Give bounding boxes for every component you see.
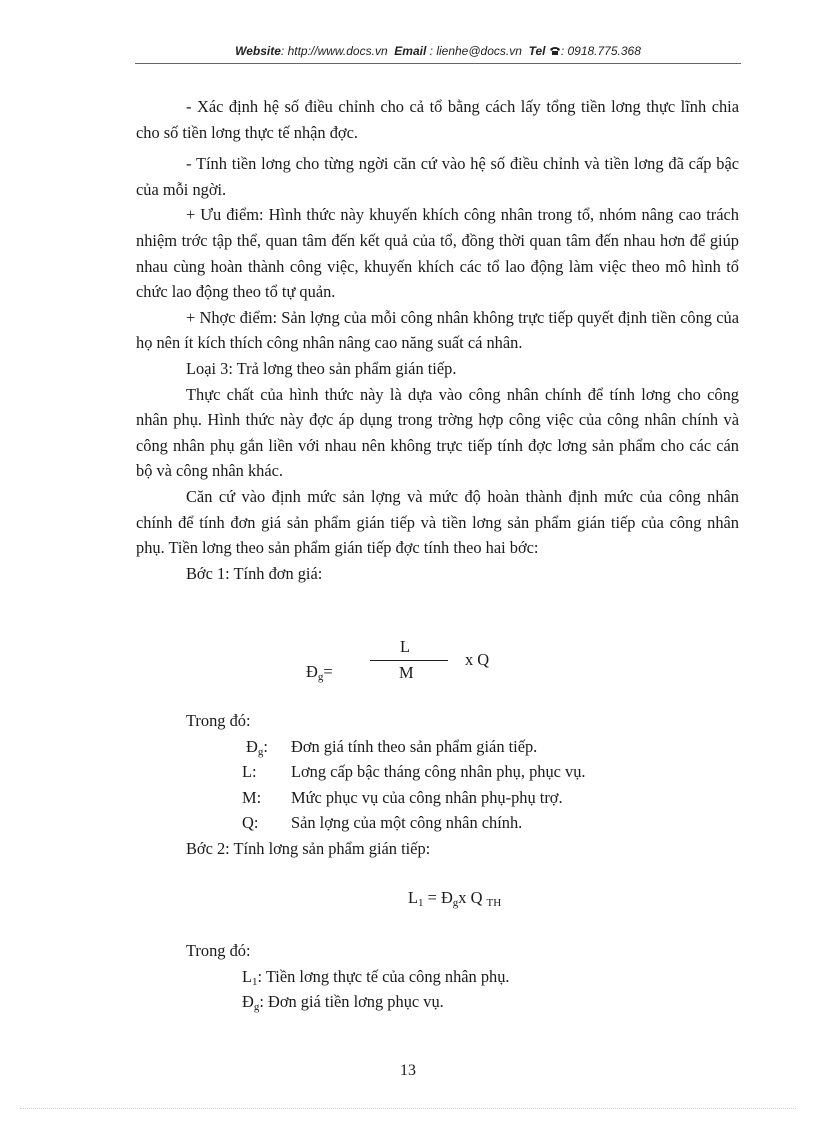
tel-label: Tel bbox=[528, 44, 546, 58]
document-body bbox=[136, 94, 739, 586]
unit-price-formula bbox=[300, 637, 520, 687]
paragraph: - Xác định hệ số điều chỉnh cho cả tổ bằng cách lấy tổng tiền lơng thực lĩnh chia cho số tiền lơng thực tế nhận đợc. bbox=[136, 97, 739, 142]
list-item: M: Mức phục vụ của công nhân phụ-phụ trợ. bbox=[242, 787, 563, 807]
paragraph: + Ưu điểm: Hình thức này khuyến khích công nhân trong tổ, nhóm nâng cao trách nhiệm trớc tập thể, quan tâm đến kết quả của tổ, đồng thời quan tâm đến nhau hơn để giúp nhau cùng hoàn thành công việc, khuyến khích các tổ lao động làm việc theo mô hình tổ chức lao động theo tổ tự quản. bbox=[136, 205, 739, 302]
page-number: 13 bbox=[400, 1062, 416, 1079]
paragraph: Loại 3: Trả lơng theo sản phẩm gián tiếp. bbox=[186, 358, 457, 378]
paragraph: Căn cứ vào định mức sản lợng và mức độ hoàn thành định mức của công nhân chính để tính đơn giá sản phẩm gián tiếp và tiền lơng sản phẩm gián tiếp của công nhân phụ. Tiền lơng theo sản phẩm gián tiếp đợc tính theo hai bớc: bbox=[136, 486, 739, 558]
email-value: : lienhe@docs.vn bbox=[426, 44, 522, 58]
indirect-wage-formula: $L_1$ = $Đ_gx$ Q $_{TH}$ bbox=[408, 888, 502, 909]
list-item: Q: Sản lợng của một công nhân chính. bbox=[242, 813, 523, 833]
page-header bbox=[135, 44, 741, 58]
website-label: Website bbox=[235, 44, 281, 58]
website-value: : http://www.docs.vn bbox=[280, 44, 388, 58]
list-item: $Đ_g$: Đơn giá tính theo sản phẩm gián tiếp. bbox=[246, 736, 538, 758]
where-title: Trong đó: bbox=[186, 941, 251, 960]
where-title: Trong đó: bbox=[186, 711, 251, 730]
paragraph: - Tính tiền lơng cho từng ngời căn cứ vào hệ số điều chỉnh và tiền lơng đã cấp bậc của mỗi ngời. bbox=[136, 154, 739, 199]
paragraph: + Nhợc điểm: Sản lợng của mỗi công nhân không trực tiếp quyết định tiền công của họ nên ít kích thích công nhân nâng cao năng suất cá nhân. bbox=[136, 307, 739, 353]
formula-numerator: L bbox=[400, 637, 411, 656]
where-list-2 bbox=[136, 938, 739, 1015]
formula-lhs: $Đ_g=$ bbox=[306, 662, 333, 683]
formula-denominator: M bbox=[399, 663, 414, 682]
bottom-dotted-rule bbox=[20, 1108, 796, 1109]
list-item: L: Lơng cấp bậc tháng công nhân phụ, phục vụ. bbox=[242, 762, 586, 782]
step-2-heading: Bớc 2: Tính lơng sản phẩm gián tiếp: bbox=[186, 838, 431, 858]
tel-value: : 0918.775.368 bbox=[560, 44, 641, 58]
paragraph: Bớc 1: Tính đơn giá: bbox=[186, 563, 323, 583]
header-divider bbox=[135, 63, 741, 64]
list-item: $Đ_g$: Đơn giá tiền lơng phục vụ. bbox=[242, 992, 444, 1014]
where-list-1 bbox=[136, 708, 739, 862]
formula-multiplier: x Q bbox=[465, 650, 490, 669]
list-item: $L_1$: Tiền lơng thực tế của công nhân phụ. bbox=[242, 966, 510, 988]
paragraph: Thực chất của hình thức này là dựa vào công nhân chính để tính lơng cho công nhân phụ. Hình thức này đợc áp dụng trong trờng hợp công việc của công nhân chính và công nhân phụ gắn liền với nhau nên không trực tiếp tính đợc lơng sản phẩm cho các cán bộ và công nhân khác. bbox=[136, 384, 739, 481]
email-label: Email bbox=[394, 44, 427, 58]
phone-icon bbox=[549, 46, 561, 56]
fraction-bar bbox=[370, 660, 448, 661]
